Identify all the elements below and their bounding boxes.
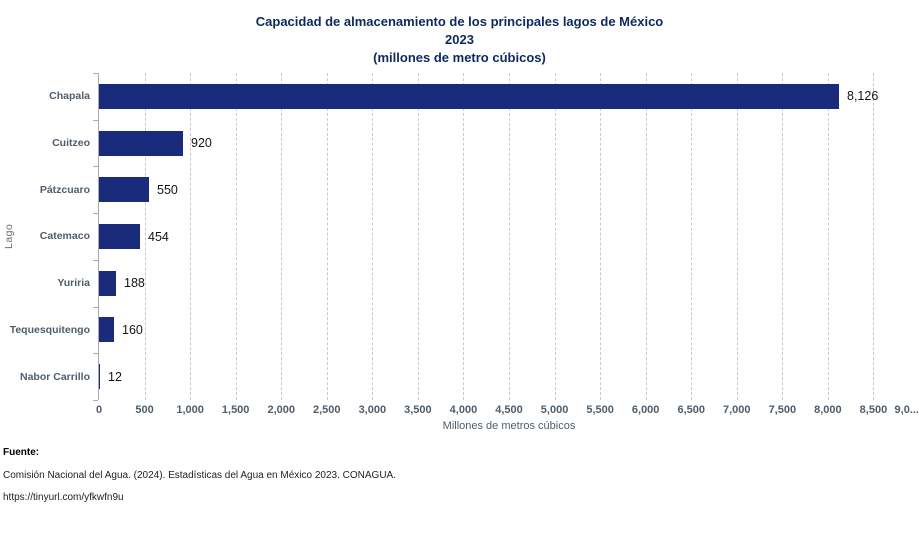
gridline <box>737 73 738 400</box>
x-axis-tick-label: 9,0... <box>894 404 919 416</box>
x-axis-tick-label: 5,500 <box>586 404 614 416</box>
category-label: Yuriria <box>57 277 90 290</box>
chart-title <box>0 13 919 67</box>
gridline <box>509 73 510 400</box>
gridline <box>190 73 191 400</box>
category-label: Chapala <box>49 90 90 103</box>
x-axis-tick-label: 0 <box>95 404 103 416</box>
x-axis-tick-label: 4,500 <box>495 404 523 416</box>
value-label: 8,126 <box>847 89 879 104</box>
x-axis-title: Millones de metros cúbicos <box>442 420 576 432</box>
chart-plot-area <box>99 73 919 400</box>
gridline <box>691 73 692 400</box>
gridline <box>873 73 874 400</box>
bar[interactable] <box>99 317 114 342</box>
bar[interactable] <box>99 177 149 202</box>
gridline <box>418 73 419 400</box>
source-citation: Comisión Nacional del Agua. (2024). Estadísticas del Agua en México 2023. CONAGUA. <box>3 470 396 481</box>
value-label: 160 <box>122 322 143 337</box>
x-axis-tick-label: 1,000 <box>176 404 204 416</box>
x-axis-tick-label: 5,000 <box>540 404 569 416</box>
x-axis-tick-label: 500 <box>135 404 154 416</box>
value-label: 920 <box>191 136 212 151</box>
category-label: Catemaco <box>39 230 90 243</box>
bar[interactable] <box>99 224 140 249</box>
y-axis-tick <box>93 307 98 308</box>
source-label: Fuente: <box>3 447 40 458</box>
gridline <box>372 73 373 400</box>
category-label: Tequesquitengo <box>9 323 90 336</box>
gridline <box>236 73 237 400</box>
x-axis-tick-label: 8,500 <box>859 404 888 416</box>
x-axis-tick-label: 1,500 <box>221 404 250 416</box>
bar[interactable] <box>99 131 183 156</box>
x-axis-tick-label: 3,500 <box>404 404 432 416</box>
gridline <box>782 73 783 400</box>
y-axis-tick <box>93 400 98 401</box>
value-label: 454 <box>148 229 169 244</box>
chart-title-line-1: Capacidad de almacenamiento de los principales lagos de México <box>255 14 664 29</box>
chart-title-line-2: 2023 <box>445 32 474 47</box>
y-axis-tick <box>93 353 98 354</box>
x-axis-tick-label: 7,500 <box>768 404 797 416</box>
y-axis-tick <box>93 73 98 74</box>
gridline <box>327 73 328 400</box>
x-axis-tick-label: 3,000 <box>358 404 387 416</box>
y-axis-tick <box>93 260 98 261</box>
gridline <box>281 73 282 400</box>
x-axis-tick-label: 6,500 <box>677 404 705 416</box>
value-label: 188 <box>124 276 145 291</box>
gridline <box>555 73 556 400</box>
gridline <box>463 73 464 400</box>
bar[interactable] <box>99 271 116 296</box>
gridline <box>145 73 146 400</box>
source-url[interactable]: https://tinyurl.com/yfkwfn9u <box>3 492 124 503</box>
gridline <box>828 73 829 400</box>
x-axis-tick-label: 8,000 <box>814 404 842 416</box>
y-axis-line <box>98 73 99 400</box>
x-axis-tick-label: 7,000 <box>723 404 751 416</box>
gridline <box>600 73 601 400</box>
bar[interactable] <box>99 364 100 389</box>
x-axis-tick-label: 2,500 <box>313 404 341 416</box>
y-axis-tick <box>93 166 98 167</box>
gridline <box>646 73 647 400</box>
bar[interactable] <box>99 84 839 109</box>
category-label: Cuitzeo <box>52 137 90 150</box>
category-label: Pátzcuaro <box>39 183 90 196</box>
chart-title-line-3: (millones de metro cúbicos) <box>373 50 546 65</box>
value-label: 550 <box>157 182 178 197</box>
y-axis-tick <box>93 120 98 121</box>
category-label: Nabor Carrillo <box>19 370 90 383</box>
y-axis-tick <box>93 213 98 214</box>
value-label: 12 <box>108 369 122 384</box>
y-axis-title: Lago <box>3 223 15 250</box>
x-axis-tick-label: 2,000 <box>267 404 295 416</box>
x-axis-tick-label: 6,000 <box>631 404 660 416</box>
x-axis-tick-label: 4,000 <box>449 404 478 416</box>
